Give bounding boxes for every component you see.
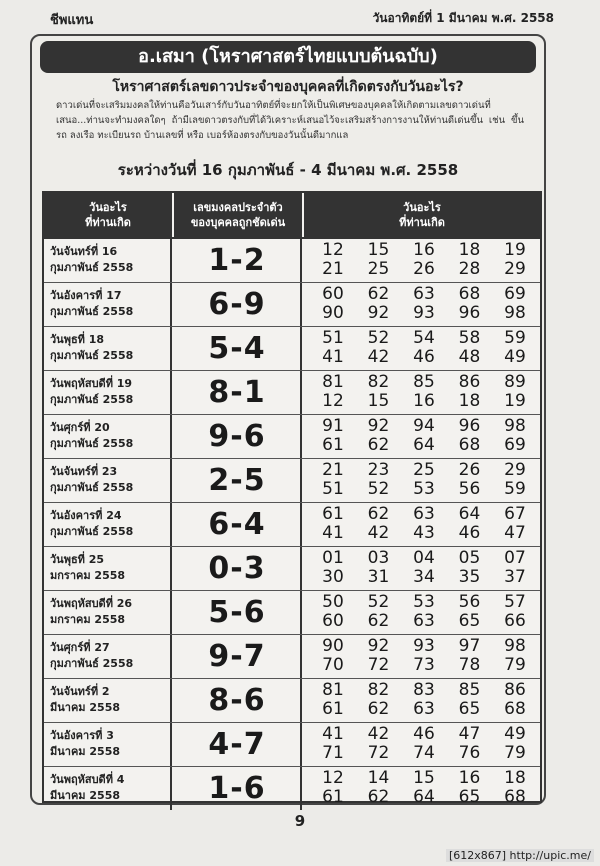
number-value: 21 bbox=[322, 259, 344, 279]
article-question: โหราศาสตร์เลขดาวประจำของบุคคลที่เกิดตรงกับวันอะไร? bbox=[112, 79, 464, 95]
number-value: 62 bbox=[367, 699, 390, 719]
birth-day-cell bbox=[44, 679, 172, 722]
birth-month: กุมภาพันธ์ 2558 bbox=[50, 261, 134, 274]
number-set-cell bbox=[304, 415, 540, 458]
number-set-cell bbox=[304, 547, 540, 590]
number-set-cell bbox=[304, 591, 540, 634]
number-value: 25 bbox=[413, 460, 435, 480]
birth-day-cell bbox=[44, 547, 172, 590]
number-value: 62 bbox=[367, 611, 390, 631]
header-number-set-line2: ที่ท่านเกิด bbox=[399, 216, 445, 229]
header-number-set bbox=[304, 193, 540, 237]
number-value: 82 bbox=[367, 680, 390, 700]
table-header bbox=[44, 193, 540, 239]
number-value: 82 bbox=[367, 372, 390, 392]
number-line bbox=[316, 241, 532, 260]
number-value: 43 bbox=[413, 523, 435, 543]
number-value: 81 bbox=[322, 372, 344, 392]
table-row bbox=[44, 767, 540, 810]
number-value: 98 bbox=[504, 416, 526, 436]
number-value: 51 bbox=[322, 479, 344, 499]
number-value: 68 bbox=[504, 699, 526, 719]
birth-day: วันอังคารที่ 24 bbox=[50, 509, 122, 522]
table-row bbox=[44, 283, 540, 327]
number-line bbox=[316, 260, 532, 279]
number-value: 28 bbox=[458, 259, 481, 279]
number-value: 90 bbox=[322, 303, 344, 323]
number-value: 65 bbox=[458, 787, 481, 807]
number-value: 42 bbox=[367, 523, 390, 543]
number-value: 26 bbox=[413, 259, 435, 279]
header-birth-day-line2: ที่ท่านเกิด bbox=[85, 216, 131, 229]
number-value: 21 bbox=[322, 460, 344, 480]
number-value: 05 bbox=[458, 548, 481, 568]
number-value: 49 bbox=[504, 724, 526, 744]
article-title: อ.เสมา (โหราศาสตร์ไทยแบบต้นฉบับ) bbox=[40, 41, 536, 73]
number-value: 31 bbox=[367, 567, 390, 587]
number-value: 01 bbox=[322, 548, 344, 568]
number-value: 54 bbox=[413, 328, 435, 348]
number-value: 52 bbox=[367, 479, 390, 499]
birth-day: วันจันทร์ที่ 23 bbox=[50, 465, 118, 478]
number-set-cell bbox=[304, 723, 540, 766]
header-number-set-line1: วันอะไร bbox=[403, 201, 441, 214]
number-value: 92 bbox=[367, 636, 390, 656]
number-value: 98 bbox=[504, 636, 526, 656]
number-line bbox=[316, 788, 532, 807]
number-value: 97 bbox=[458, 636, 481, 656]
number-line bbox=[316, 329, 532, 348]
number-line bbox=[316, 637, 532, 656]
number-value: 29 bbox=[504, 259, 526, 279]
number-value: 15 bbox=[367, 391, 390, 411]
number-line bbox=[316, 549, 532, 568]
number-value: 81 bbox=[322, 680, 344, 700]
number-line bbox=[316, 392, 532, 411]
page-number: 9 bbox=[294, 812, 306, 830]
birth-month: กุมภาพันธ์ 2558 bbox=[50, 393, 134, 406]
birth-month: กุมภาพันธ์ 2558 bbox=[50, 305, 134, 318]
lucky-number: 6-4 bbox=[174, 503, 302, 546]
number-value: 14 bbox=[367, 768, 390, 788]
number-value: 41 bbox=[322, 523, 344, 543]
number-value: 12 bbox=[322, 768, 344, 788]
article-intro: ดาวเด่นที่จะเสริมมงคลให้ท่านคือวันเสาร์กับวันอาทิตย์ที่จะยกให้เป็นพิเศษของบุคคลให้เกิดตามเลขดาวเด่นที่เสนอ...ท่านจะทำมงคลใดๆ ถ้ามีเลขดาวตรงกับที่ได้วิเคราะห์เสนอไว้จะเสริมสร้างการงานให้ท่านดีเด่นขึ้น เช่น ขึ้นรถ ลงเรือ ทะเบียนรถ บ้านเลขที่ หรือ เบอร์ห้องตรงกับของวันนั้นดีมากแล bbox=[56, 100, 524, 141]
number-line bbox=[316, 725, 532, 744]
number-value: 67 bbox=[504, 504, 526, 524]
number-value: 70 bbox=[322, 655, 344, 675]
number-line bbox=[316, 461, 532, 480]
number-set-cell bbox=[304, 239, 540, 282]
number-value: 64 bbox=[413, 787, 435, 807]
number-value: 49 bbox=[504, 347, 526, 367]
birth-day: วันจันทร์ที่ 2 bbox=[50, 685, 110, 698]
number-value: 59 bbox=[504, 328, 526, 348]
number-set-cell bbox=[304, 371, 540, 414]
birth-day: วันพฤหัสบดีที่ 4 bbox=[50, 773, 125, 786]
table-row bbox=[44, 415, 540, 459]
number-value: 62 bbox=[367, 435, 390, 455]
table-row bbox=[44, 459, 540, 503]
number-value: 65 bbox=[458, 699, 481, 719]
birth-day: วันจันทร์ที่ 16 bbox=[50, 245, 118, 258]
number-value: 56 bbox=[458, 592, 481, 612]
table-row bbox=[44, 327, 540, 371]
number-value: 61 bbox=[322, 504, 344, 524]
birth-day-cell bbox=[44, 591, 172, 634]
number-value: 92 bbox=[367, 303, 390, 323]
number-value: 60 bbox=[322, 611, 344, 631]
number-line bbox=[316, 700, 532, 719]
number-value: 68 bbox=[458, 435, 481, 455]
number-value: 41 bbox=[322, 347, 344, 367]
number-value: 41 bbox=[322, 724, 344, 744]
number-value: 86 bbox=[504, 680, 526, 700]
number-value: 16 bbox=[413, 391, 435, 411]
birth-day: วันอังคารที่ 17 bbox=[50, 289, 122, 302]
number-value: 93 bbox=[413, 303, 435, 323]
number-value: 69 bbox=[504, 435, 526, 455]
birth-day: วันพุธที่ 25 bbox=[50, 553, 105, 566]
number-value: 42 bbox=[367, 347, 390, 367]
number-value: 91 bbox=[322, 416, 344, 436]
table-row bbox=[44, 503, 540, 547]
lucky-number: 9-7 bbox=[174, 635, 302, 678]
number-value: 63 bbox=[413, 284, 435, 304]
number-line bbox=[316, 744, 532, 763]
table-row bbox=[44, 371, 540, 415]
birth-day-cell bbox=[44, 503, 172, 546]
number-value: 35 bbox=[458, 567, 481, 587]
number-value: 46 bbox=[413, 347, 435, 367]
number-value: 59 bbox=[504, 479, 526, 499]
number-value: 47 bbox=[504, 523, 526, 543]
number-value: 04 bbox=[413, 548, 435, 568]
number-line bbox=[316, 769, 532, 788]
lucky-number: 5-4 bbox=[174, 327, 302, 370]
number-value: 58 bbox=[458, 328, 481, 348]
number-value: 12 bbox=[322, 391, 344, 411]
number-value: 63 bbox=[413, 611, 435, 631]
number-line bbox=[316, 417, 532, 436]
number-value: 19 bbox=[504, 391, 526, 411]
table-row bbox=[44, 635, 540, 679]
birth-month: มกราคม 2558 bbox=[50, 569, 126, 582]
number-value: 68 bbox=[458, 284, 481, 304]
number-value: 23 bbox=[367, 460, 390, 480]
number-line bbox=[316, 304, 532, 323]
number-set-cell bbox=[304, 503, 540, 546]
number-value: 71 bbox=[322, 743, 344, 763]
number-value: 65 bbox=[458, 611, 481, 631]
number-value: 51 bbox=[322, 328, 344, 348]
birth-month: กุมภาพันธ์ 2558 bbox=[50, 657, 134, 670]
number-value: 64 bbox=[413, 435, 435, 455]
header-lucky-number bbox=[174, 193, 302, 237]
birth-day: วันศุกร์ที่ 27 bbox=[50, 641, 110, 654]
number-line bbox=[316, 568, 532, 587]
number-value: 16 bbox=[458, 768, 481, 788]
number-value: 61 bbox=[322, 787, 344, 807]
birth-month: มีนาคม 2558 bbox=[50, 745, 121, 758]
number-value: 78 bbox=[458, 655, 481, 675]
number-line bbox=[316, 524, 532, 543]
number-value: 26 bbox=[458, 460, 481, 480]
number-value: 16 bbox=[413, 240, 435, 260]
number-value: 62 bbox=[367, 787, 390, 807]
number-value: 07 bbox=[504, 548, 526, 568]
number-value: 47 bbox=[458, 724, 481, 744]
number-value: 03 bbox=[367, 548, 390, 568]
number-value: 53 bbox=[413, 479, 435, 499]
number-value: 52 bbox=[367, 328, 390, 348]
number-line bbox=[316, 593, 532, 612]
number-value: 72 bbox=[367, 655, 390, 675]
publication-logo: ชีพแทน bbox=[50, 13, 94, 28]
number-line bbox=[316, 612, 532, 631]
lucky-number: 4-7 bbox=[174, 723, 302, 766]
number-set-cell bbox=[304, 327, 540, 370]
number-value: 83 bbox=[413, 680, 435, 700]
lucky-number: 6-9 bbox=[174, 283, 302, 326]
number-value: 69 bbox=[504, 284, 526, 304]
number-value: 94 bbox=[413, 416, 435, 436]
birth-day: วันพฤหัสบดีที่ 26 bbox=[50, 597, 133, 610]
number-line bbox=[316, 436, 532, 455]
table-row bbox=[44, 591, 540, 635]
number-value: 34 bbox=[413, 567, 435, 587]
birth-month: กุมภาพันธ์ 2558 bbox=[50, 349, 134, 362]
number-value: 92 bbox=[367, 416, 390, 436]
lucky-number-table bbox=[42, 191, 542, 807]
number-value: 76 bbox=[458, 743, 481, 763]
number-value: 19 bbox=[504, 240, 526, 260]
number-value: 37 bbox=[504, 567, 526, 587]
number-value: 18 bbox=[458, 240, 481, 260]
number-value: 46 bbox=[413, 724, 435, 744]
number-line bbox=[316, 656, 532, 675]
number-value: 86 bbox=[458, 372, 481, 392]
number-value: 56 bbox=[458, 479, 481, 499]
upload-watermark: [612x867] http://upic.me/ bbox=[446, 849, 594, 862]
number-value: 50 bbox=[322, 592, 344, 612]
header-lucky-number-line1: เลขมงคลประจำตัว bbox=[193, 201, 283, 214]
lucky-number: 5-6 bbox=[174, 591, 302, 634]
lucky-number: 8-6 bbox=[174, 679, 302, 722]
header-birth-day bbox=[44, 193, 172, 237]
number-value: 63 bbox=[413, 504, 435, 524]
number-value: 61 bbox=[322, 699, 344, 719]
number-value: 18 bbox=[504, 768, 526, 788]
lucky-number: 0-3 bbox=[174, 547, 302, 590]
number-value: 79 bbox=[504, 655, 526, 675]
birth-month: มีนาคม 2558 bbox=[50, 701, 121, 714]
number-value: 18 bbox=[458, 391, 481, 411]
number-value: 15 bbox=[367, 240, 390, 260]
page-header bbox=[0, 0, 600, 30]
number-value: 63 bbox=[413, 699, 435, 719]
number-value: 46 bbox=[458, 523, 481, 543]
number-value: 68 bbox=[504, 787, 526, 807]
birth-day-cell bbox=[44, 767, 172, 810]
birth-month: มกราคม 2558 bbox=[50, 613, 126, 626]
date-range: ระหว่างวันที่ 16 กุมภาพันธ์ - 4 มีนาคม พ.ศ. 2558 bbox=[117, 161, 459, 179]
number-value: 66 bbox=[504, 611, 526, 631]
birth-month: มีนาคม 2558 bbox=[50, 789, 121, 802]
number-set-cell bbox=[304, 767, 540, 810]
lucky-number: 8-1 bbox=[174, 371, 302, 414]
number-value: 52 bbox=[367, 592, 390, 612]
number-line bbox=[316, 681, 532, 700]
birth-day-cell bbox=[44, 327, 172, 370]
number-value: 96 bbox=[458, 416, 481, 436]
number-set-cell bbox=[304, 635, 540, 678]
number-value: 89 bbox=[504, 372, 526, 392]
number-value: 93 bbox=[413, 636, 435, 656]
number-value: 61 bbox=[322, 435, 344, 455]
number-value: 57 bbox=[504, 592, 526, 612]
number-set-cell bbox=[304, 283, 540, 326]
table-row bbox=[44, 547, 540, 591]
number-value: 85 bbox=[458, 680, 481, 700]
number-value: 29 bbox=[504, 460, 526, 480]
number-value: 42 bbox=[367, 724, 390, 744]
birth-day-cell bbox=[44, 283, 172, 326]
number-value: 73 bbox=[413, 655, 435, 675]
number-line bbox=[316, 348, 532, 367]
lucky-number: 9-6 bbox=[174, 415, 302, 458]
number-value: 90 bbox=[322, 636, 344, 656]
number-value: 96 bbox=[458, 303, 481, 323]
birth-day-cell bbox=[44, 459, 172, 502]
table-row bbox=[44, 679, 540, 723]
header-birth-day-line1: วันอะไร bbox=[89, 201, 127, 214]
number-set-cell bbox=[304, 679, 540, 722]
number-value: 60 bbox=[322, 284, 344, 304]
birth-month: กุมภาพันธ์ 2558 bbox=[50, 525, 134, 538]
number-value: 25 bbox=[367, 259, 390, 279]
number-value: 85 bbox=[413, 372, 435, 392]
number-value: 48 bbox=[458, 347, 481, 367]
table-body bbox=[44, 239, 540, 810]
issue-date: วันอาทิตย์ที่ 1 มีนาคม พ.ศ. 2558 bbox=[372, 11, 554, 25]
header-lucky-number-line2: ของบุคคลถูกชัดเด่น bbox=[190, 216, 286, 229]
birth-day: วันพุธที่ 18 bbox=[50, 333, 105, 346]
lucky-number: 1-6 bbox=[174, 767, 302, 810]
table-row bbox=[44, 239, 540, 283]
table-row bbox=[44, 723, 540, 767]
number-value: 53 bbox=[413, 592, 435, 612]
lucky-number: 1-2 bbox=[174, 239, 302, 282]
number-value: 98 bbox=[504, 303, 526, 323]
lucky-number: 2-5 bbox=[174, 459, 302, 502]
number-value: 15 bbox=[413, 768, 435, 788]
number-value: 64 bbox=[458, 504, 481, 524]
number-set-cell bbox=[304, 459, 540, 502]
number-value: 74 bbox=[413, 743, 435, 763]
number-line bbox=[316, 480, 532, 499]
number-value: 62 bbox=[367, 284, 390, 304]
number-line bbox=[316, 373, 532, 392]
number-value: 72 bbox=[367, 743, 390, 763]
number-line bbox=[316, 285, 532, 304]
number-value: 30 bbox=[322, 567, 344, 587]
birth-day-cell bbox=[44, 723, 172, 766]
birth-month: กุมภาพันธ์ 2558 bbox=[50, 481, 134, 494]
birth-day-cell bbox=[44, 239, 172, 282]
birth-day-cell bbox=[44, 371, 172, 414]
number-line bbox=[316, 505, 532, 524]
number-value: 12 bbox=[322, 240, 344, 260]
number-value: 79 bbox=[504, 743, 526, 763]
birth-day-cell bbox=[44, 635, 172, 678]
birth-day: วันอังคารที่ 3 bbox=[50, 729, 114, 742]
birth-day: วันศุกร์ที่ 20 bbox=[50, 421, 110, 434]
birth-month: กุมภาพันธ์ 2558 bbox=[50, 437, 134, 450]
birth-day-cell bbox=[44, 415, 172, 458]
number-value: 62 bbox=[367, 504, 390, 524]
birth-day: วันพฤหัสบดีที่ 19 bbox=[50, 377, 133, 390]
